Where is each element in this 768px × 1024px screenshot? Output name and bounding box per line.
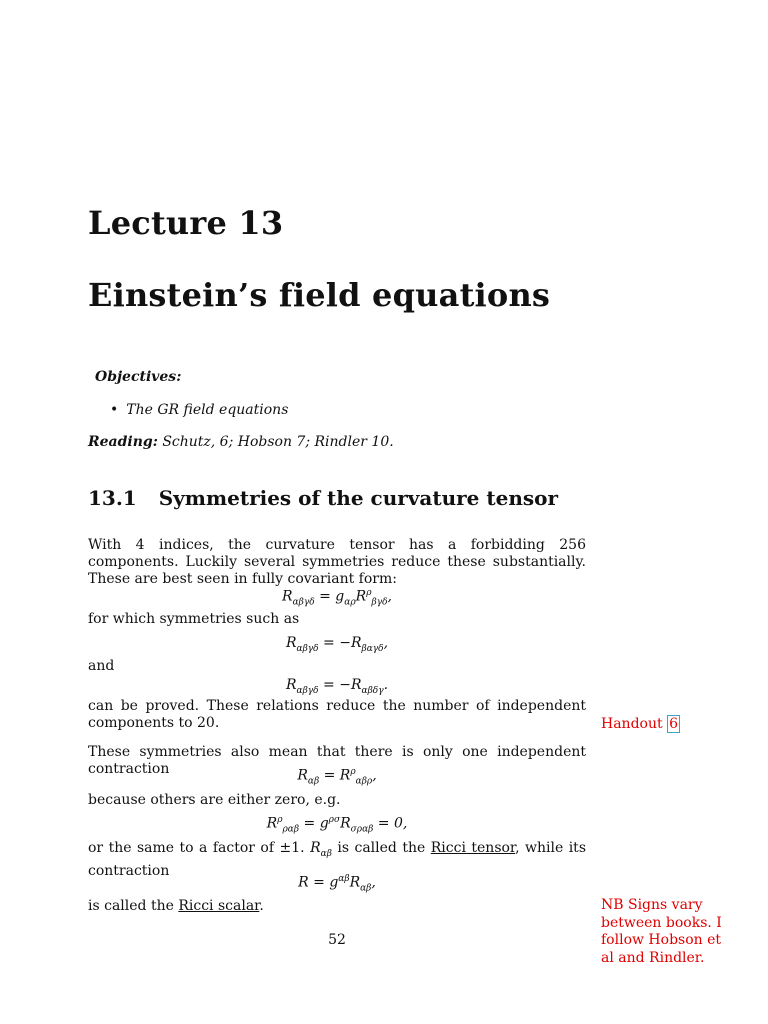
nb-signs-note xyxy=(601,897,722,967)
section-heading xyxy=(88,486,558,510)
equation-antisymmetry-2: $R_{\alpha\beta\gamma\delta} = -R_{\alpha\beta\delta\gamma}$. xyxy=(285,677,389,696)
reading-text: Schutz, 6; Hobson 7; Rindler 10. xyxy=(162,434,394,450)
section-title: Symmetries of the curvature tensor xyxy=(158,486,559,510)
equation-covariant-form: $R_{\alpha\beta\gamma\delta} = g_{\alpha\rho}R^\rho_{\beta\gamma\delta}$, xyxy=(282,588,392,608)
bullet-icon: • xyxy=(110,402,119,418)
paragraph-intro: With 4 indices, the curvature tensor has a forbidding 256 components. Luckily several symmetries reduce these substantially. These are best seen in fully covariant form: xyxy=(88,537,586,587)
section-number: 13.1 xyxy=(88,486,137,510)
ricci-tensor-link[interactable]: Ricci tensor xyxy=(430,840,516,856)
objective-text: The GR field equations xyxy=(126,402,289,418)
ricci-scalar-link[interactable]: Ricci scalar xyxy=(178,898,260,914)
objective-item xyxy=(110,402,288,418)
equation-zero-contraction: $R^\rho_{\rho\alpha\beta} = g^{\rho\sigma}R_{\sigma\rho\alpha\beta} = 0$, xyxy=(266,815,408,835)
page-number: 52 xyxy=(328,932,346,948)
lecture-title: Lecture 13 xyxy=(88,204,284,242)
paragraph-ricci-tensor: or the same to a factor of ±1. $R_{\alpha\beta}$ is called the Ricci tensor, while its contraction xyxy=(88,840,586,879)
equation-antisymmetry-1: $R_{\alpha\beta\gamma\delta} = -R_{\beta\alpha\gamma\delta}$, xyxy=(285,635,389,654)
nb-line: between books. I xyxy=(601,914,722,931)
nb-line: follow Hobson et xyxy=(601,932,722,948)
reading-label: Reading: xyxy=(88,434,158,450)
equation-ricci-contraction: $R_{\alpha\beta} = R^\rho_{\alpha\beta\rho}$, xyxy=(297,767,377,787)
reading-line xyxy=(88,434,394,450)
nb-line: NB Signs vary xyxy=(601,897,703,913)
paragraph-symmetries: for which symmetries such as xyxy=(88,611,300,627)
inline-ricci-tensor-symbol: $R_{\alpha\beta}$ xyxy=(310,840,332,859)
paragraph-independent-components: can be proved. These relations reduce the number of independent components to 20. xyxy=(88,698,586,731)
handout-note xyxy=(601,716,680,734)
chapter-title: Einstein’s field equations xyxy=(88,276,551,314)
paragraph-zero: because others are either zero, e.g. xyxy=(88,792,341,808)
equation-ricci-scalar: $R = g^{\alpha\beta}R_{\alpha\beta}$, xyxy=(298,874,376,894)
paragraph-and: and xyxy=(88,658,115,674)
paragraph-contraction: These symmetries also mean that there is only one independent contraction xyxy=(88,744,586,777)
nb-line: al and Rindler. xyxy=(601,949,705,966)
handout-label: Handout xyxy=(601,716,663,732)
handout-link[interactable]: 6 xyxy=(669,716,678,732)
paragraph-ricci-scalar: is called the Ricci scalar. xyxy=(88,898,264,914)
objectives-label: Objectives: xyxy=(95,369,182,385)
